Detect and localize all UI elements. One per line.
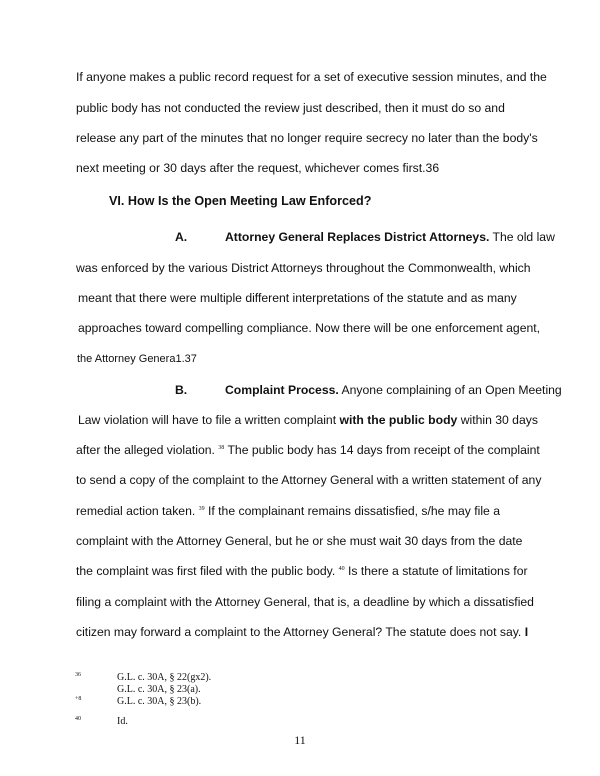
text-run: within 30 days [460,413,538,427]
text-run: after the alleged violation. [76,443,215,457]
emphasis-text: I [524,625,529,639]
section-heading: VI. How Is the Open Meeting Law Enforced? [109,194,372,208]
footnote-text: Id. [117,716,128,727]
footnote-number: 40 [75,716,81,722]
paragraph-line: complaint with the Attorney General, but he or she must wait 30 days from the date [76,534,523,548]
section-b-title: Complaint Process. [225,383,339,397]
paragraph-line: filing a complaint with the Attorney General, that is, a deadline by which a dissatisfied [76,595,534,609]
footnote-text: G.L. c. 30A, § 22(gx2). [117,672,212,683]
text-run: remedial action taken. [76,504,196,518]
paragraph-line [76,503,500,519]
page-number: 11 [294,733,306,747]
emphasis-text: with the public body [339,413,458,427]
paragraph-line [78,412,538,428]
section-b-line1-text [225,382,562,398]
section-a-line1 [175,229,187,245]
footnote-ref: 40 [338,566,345,572]
section-a-line1-text [225,229,555,245]
paragraph-line: to send a copy of the complaint to the Attorney General with a written statement of any [76,473,542,487]
section-a-letter: A. [175,230,188,244]
text-run: the complaint was first filed with the public body. [76,564,336,578]
paragraph-line: the Attorney Genera1.37 [77,353,197,365]
section-a-text: The old law [492,230,555,244]
text-run: The public body has 14 days from receipt of the complaint [227,443,540,457]
paragraph-line: was enforced by the various District Attorneys throughout the Commonwealth, which [76,261,531,275]
section-a-title: Attorney General Replaces District Attorneys. [225,230,490,244]
paragraph-line: approaches toward compelling compliance. Now there will be one enforcement agent, [78,321,541,335]
section-b-letter: B. [175,383,188,397]
paragraph-line: release any part of the minutes that no longer require secrecy no later than the body's [76,131,538,145]
paragraph-line: If anyone makes a public record request for a set of executive session minutes, and the [76,70,547,84]
footnote-text: G.L. c. 30A, § 23(a). [117,684,201,695]
text-run: Is there a statute of limitations for [348,564,528,578]
paragraph-line: meant that there were multiple different interpretations of the statute and as many [78,291,517,305]
text-run: If the complainant remains dissatisfied, s/he may file a [208,504,500,518]
paragraph-line: next meeting or 30 days after the request, whichever comes first.36 [76,161,440,175]
paragraph-line [76,563,528,579]
text-run: Law violation will have to file a written complaint [78,413,337,427]
text-run: citizen may forward a complaint to the Attorney General? The statute does not say. [76,625,522,639]
footnote-ref: 38 [218,445,225,451]
footnote-number: +8 [75,696,82,702]
paragraph-line: public body has not conducted the review just described, then it must do so and [76,101,505,115]
paragraph-line [76,624,528,640]
section-b-line1 [175,382,187,398]
section-b-text: Anyone complaining of an Open Meeting [341,383,562,397]
footnote-ref: 39 [198,506,205,512]
paragraph-line [76,442,540,458]
footnote-text: G.L. c. 30A, § 23(b). [117,696,202,707]
footnote-number: 36 [75,672,81,678]
